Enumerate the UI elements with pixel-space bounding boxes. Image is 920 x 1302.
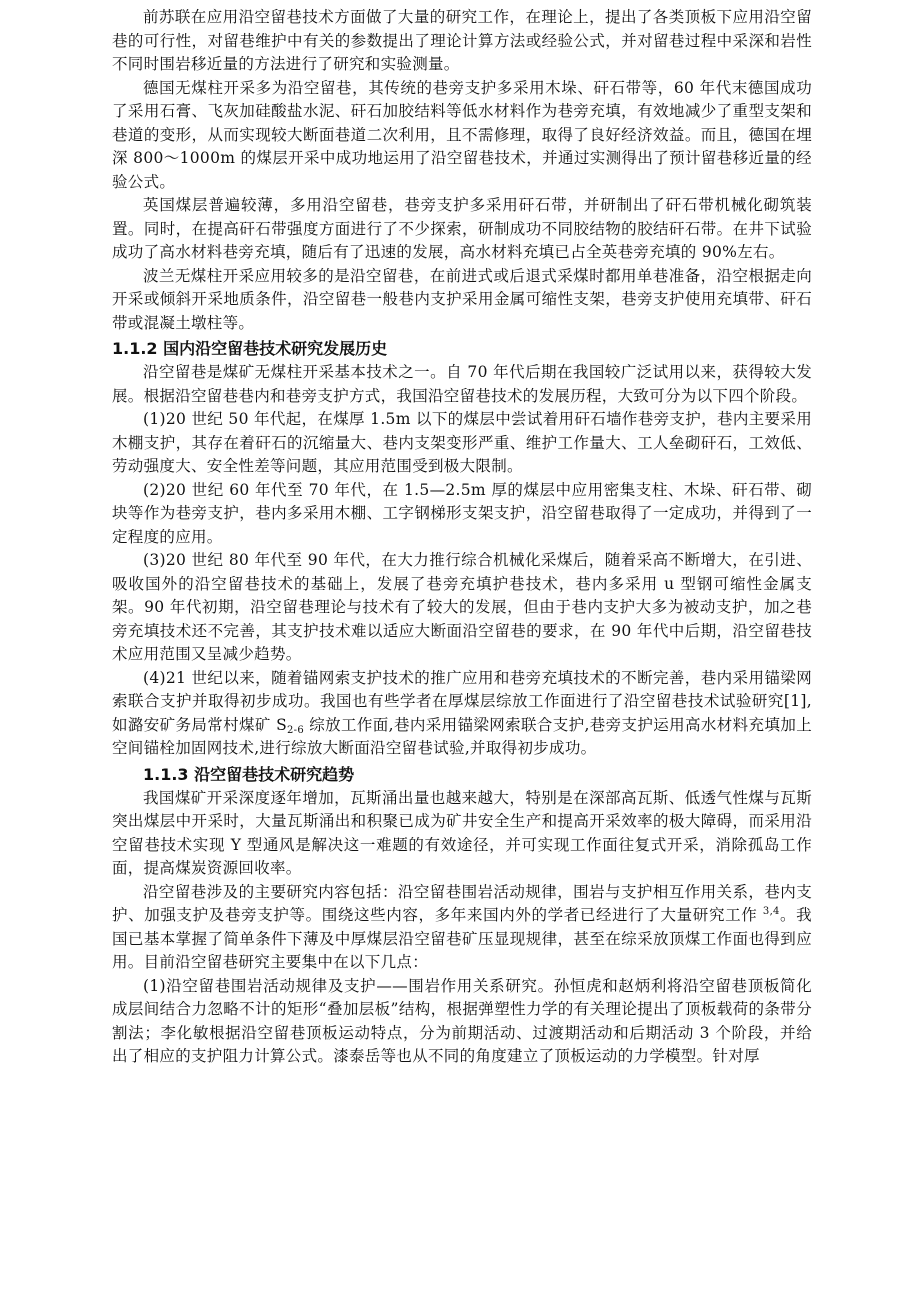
paragraph-stage-3: (3)20 世纪 80 年代至 90 年代，在大力推行综合机械化采煤后，随着采高不断增大，在引进、吸收国外的沿空留巷技术的基础上，发展了巷旁充填护巷技术，巷内多采用 u 型钢可缩性金属支架。90 年代初期，沿空留巷理论与技术有了较大的发展，但由于巷内支护大多为被动支护，加之巷旁充填技术还不完善，其支护技术难以适应大断面沿空留巷的要求，在 90 年代中后期，沿空留巷技术应用范围又呈减少趋势。 — [112, 551, 812, 663]
stage-4-text-a: (4)21 世纪以来，随着锚网索支护技术的推广应用和巷旁充填技术的不断完善，巷内采用锚梁网索联合支护并取得初步成功。我国也有些学者在厚煤层综放工作面进行了沿空留巷技术试验研究[1],如潞安矿务局常村煤矿 S — [112, 668, 812, 734]
section-heading-domestic-history: 1.1.2 国内沿空留巷技术研究发展历史 — [112, 339, 388, 358]
stage-4-text-b: 综放工作面,巷内采用锚梁网索联合支护,巷旁支护运用高水材料充填加上空间锚栓加固网技术,进行综放大断面沿空留巷试验,并取得初步成功。 — [112, 715, 812, 757]
paragraph-research-content — [112, 881, 812, 975]
paragraph-domestic-intro: 沿空留巷是煤矿无煤柱开采基本技术之一。自 70 年代后期在我国较广泛试用以来，获得较大发展。根据沿空留巷巷内和巷旁支护方式，我国沿空留巷技术的发展历程，大致可分为以下四个阶段。 — [112, 363, 812, 405]
paragraph-trend-intro: 我国煤矿开采深度逐年增加，瓦斯涌出量也越来越大，特别是在深部高瓦斯、低透气性煤与瓦斯突出煤层中开采时，大量瓦斯涌出和积聚已成为矿井安全生产和提高开采效率的极大障碍，而采用沿空留巷技术实现 Y 型通风是解决这一难题的有效途径，并可实现工作面往复式开采，消除孤岛工作面，提高煤炭资源回收率。 — [112, 788, 812, 877]
paragraph-stage-2: (2)20 世纪 60 年代至 70 年代，在 1.5—2.5m 厚的煤层中应用密集支柱、木垛、矸石带、砌块等作为巷旁支护，巷内多采用木棚、工字钢梯形支架支护，沿空留巷取得了一定成功，并得到了一定程度的应用。 — [112, 480, 812, 546]
paragraph-research-point-1: (1)沿空留巷围岩活动规律及支护——围岩作用关系研究。孙恒虎和赵炳利将沿空留巷顶板简化成层间结合力忽略不计的矩形“叠加层板”结构，根据弹塑性力学的有关理论提出了顶板载荷的条带分割法；李化敏根据沿空留巷顶板运动特点，分为前期活动、过渡期活动和后期活动 3 个阶段，并给出了相应的支护阻力计算公式。漆泰岳等也从不同的角度建立了顶板运动的力学模型。针对厚 — [112, 976, 812, 1065]
citation-superscript: 3,4 — [762, 906, 780, 917]
section-heading-research-trend: 1.1.3 沿空留巷技术研究趋势 — [143, 764, 355, 784]
paragraph-poland: 波兰无煤柱开采应用较多的是沿空留巷，在前进式或后退式采煤时都用单巷准备，沿空根据走向开采或倾斜开采地质条件，沿空留巷一般巷内支护采用金属可缩性支架，巷旁支护使用充填带、矸石带或混凝土墩柱等。 — [112, 266, 812, 332]
research-text-b: 。我国已基本掌握了简单条件下薄及中厚煤层沿空留巷矿压显现规律，甚至在综采放顶煤工作面也得到应用。目前沿空留巷研究主要集中在以下几点： — [112, 906, 812, 971]
research-text-a: 沿空留巷涉及的主要研究内容包括：沿空留巷围岩活动规律，围岩与支护相互作用关系，巷内支护、加强支护及巷旁支护等。围绕这些内容，多年来国内外的学者已经进行了大量研究工作 — [112, 882, 812, 924]
paragraph-soviet-union: 前苏联在应用沿空留巷技术方面做了大量的研究工作，在理论上，提出了各类顶板下应用沿空留巷的可行性，对留巷维护中有关的参数提出了理论计算方法或经验公式，并对留巷过程中采深和岩性不同时围岩移近量的方法进行了研究和实验测量。 — [112, 8, 812, 73]
document-body — [112, 6, 812, 1069]
paragraph-stage-1: (1)20 世纪 50 年代起，在煤厚 1.5m 以下的煤层中尝试着用矸石墙作巷旁支护，巷内主要采用木棚支护，其存在着矸石的沉缩量大、巷内支架变形严重、维护工作量大、工人垒砌矸石，工效低、劳动强度大、安全性差等问题，其应用范围受到极大限制。 — [112, 410, 812, 475]
paragraph-stage-4 — [112, 667, 812, 761]
paragraph-germany: 德国无煤柱开采多为沿空留巷，其传统的巷旁支护多采用木垛、矸石带等，60 年代末德国成功了采用石膏、飞灰加硅酸盐水泥、矸石加胶结料等低水材料作为巷旁充填，有效地减少了重型支架和巷道的变形，从而实现较大断面巷道二次利用，且不需修理，取得了良好经济效益。而且，德国在埋深 800～1000m 的煤层开采中成功地运用了沿空留巷技术，并通过实测得出了预计留巷移近量的经验公式。 — [112, 78, 812, 191]
paragraph-britain: 英国煤层普遍较薄，多用沿空留巷，巷旁支护多采用矸石带，并研制出了矸石带机械化砌筑装置。同时，在提高矸石带强度方面进行了不少探索，研制成功不同胶结物的胶结矸石带。在井下试验成功了高水材料巷旁充填，随后有了迅速的发展，高水材料充填已占全英巷旁充填的 90%左右。 — [112, 196, 812, 261]
seam-subscript: 2-6 — [286, 724, 304, 736]
